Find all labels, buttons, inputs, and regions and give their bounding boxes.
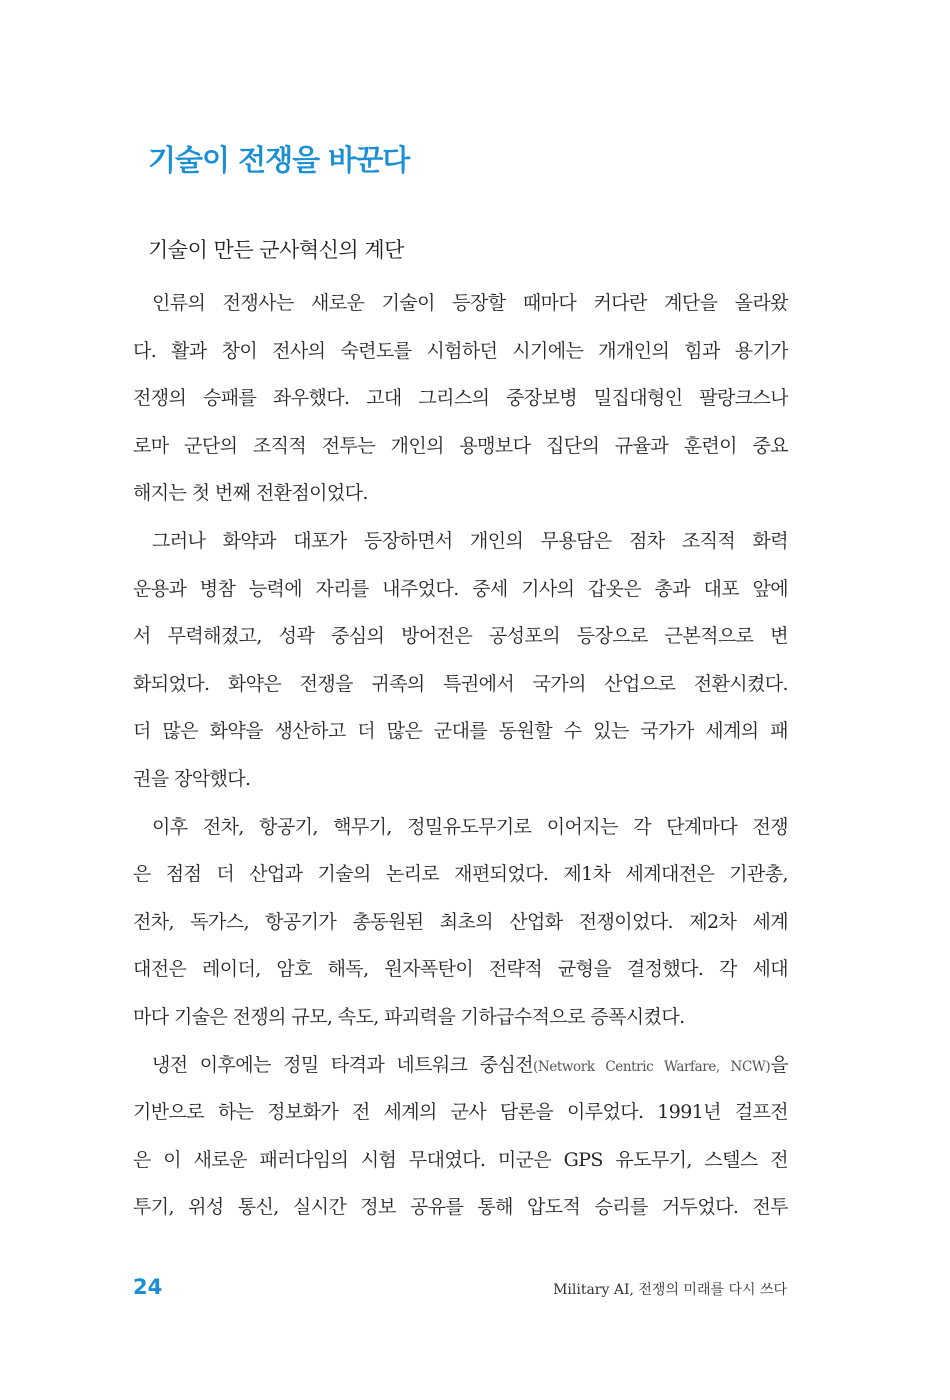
paragraph-1 <box>133 280 788 518</box>
text-line: 인류의 전쟁사는 새로운 기술이 등장할 때마다 커다란 계단을 올라왔 <box>152 292 788 314</box>
text-line: 해지는 첫 번째 전환점이었다. <box>133 482 368 505</box>
text-run: 냉전 이후에는 정밀 타격과 네트워크 중심전 <box>152 1053 533 1076</box>
text-line: 그러나 화약과 대포가 등장하면서 개인의 무용담은 점차 조직적 화력 <box>152 529 788 552</box>
text-line: 서 무력해졌고, 성곽 중심의 방어전은 공성포의 등장으로 근본적으로 변 <box>133 625 788 648</box>
page-number: 24 <box>133 1275 163 1299</box>
text-line: 운용과 병참 능력에 자리를 내주었다. 중세 기사의 갑옷은 총과 대포 앞에 <box>133 577 788 600</box>
text-line <box>133 1042 788 1090</box>
text-line: 권을 장악했다. <box>133 767 251 790</box>
text-line: 로마 군단의 조직적 전투는 개인의 용맹보다 집단의 규율과 훈련이 중요 <box>133 434 788 457</box>
paragraph-3 <box>133 804 788 1042</box>
english-term: (Network Centric Warfare, NCW) <box>532 1058 771 1075</box>
text-line: 투기, 위성 통신, 실시간 정보 공유를 통해 압도적 승리를 거두었다. 전투 <box>133 1196 788 1219</box>
chapter-title: 기술이 전쟁을 바꾼다 <box>148 143 410 177</box>
body-text <box>133 280 788 1232</box>
text-line: 더 많은 화약을 생산하고 더 많은 군대를 동원할 수 있는 국가가 세계의 패 <box>133 720 788 743</box>
text-line: 다. 활과 창이 전사의 숙련도를 시험하던 시기에는 개개인의 힘과 용기가 <box>133 339 788 362</box>
section-title: 기술이 만든 군사혁신의 계단 <box>148 238 404 262</box>
text-line: 전차, 독가스, 항공기가 총동원된 최초의 산업화 전쟁이었다. 제2차 세계 <box>133 910 788 933</box>
text-run: 을 <box>770 1053 788 1076</box>
running-footer-book-title: Military AI, 전쟁의 미래를 다시 쓰다 <box>553 1282 787 1298</box>
text-line: 마다 기술은 전쟁의 규모, 속도, 파괴력을 기하급수적으로 증폭시켰다. <box>133 1005 685 1028</box>
text-line: 대전은 레이더, 암호 해독, 원자폭탄이 전략적 균형을 결정했다. 각 세대 <box>133 958 788 981</box>
text-line: 은 점점 더 산업과 기술의 논리로 재편되었다. 제1차 세계대전은 기관총, <box>133 863 788 886</box>
text-line: 전쟁의 승패를 좌우했다. 고대 그리스의 중장보병 밀집대형인 팔랑크스나 <box>133 387 788 410</box>
text-line: 기반으로 하는 정보화가 전 세계의 군사 담론을 이루었다. 1991년 걸프전 <box>133 1101 788 1124</box>
paragraph-4 <box>133 1042 788 1232</box>
text-line: 이후 전차, 항공기, 핵무기, 정밀유도무기로 이어지는 각 단계마다 전쟁 <box>152 815 788 838</box>
text-line: 화되었다. 화약은 전쟁을 귀족의 특권에서 국가의 산업으로 전환시켰다. <box>133 672 788 695</box>
text-line: 은 이 새로운 패러다임의 시험 무대였다. 미군은 GPS 유도무기, 스텔스 전 <box>133 1148 788 1171</box>
paragraph-2 <box>133 518 788 804</box>
